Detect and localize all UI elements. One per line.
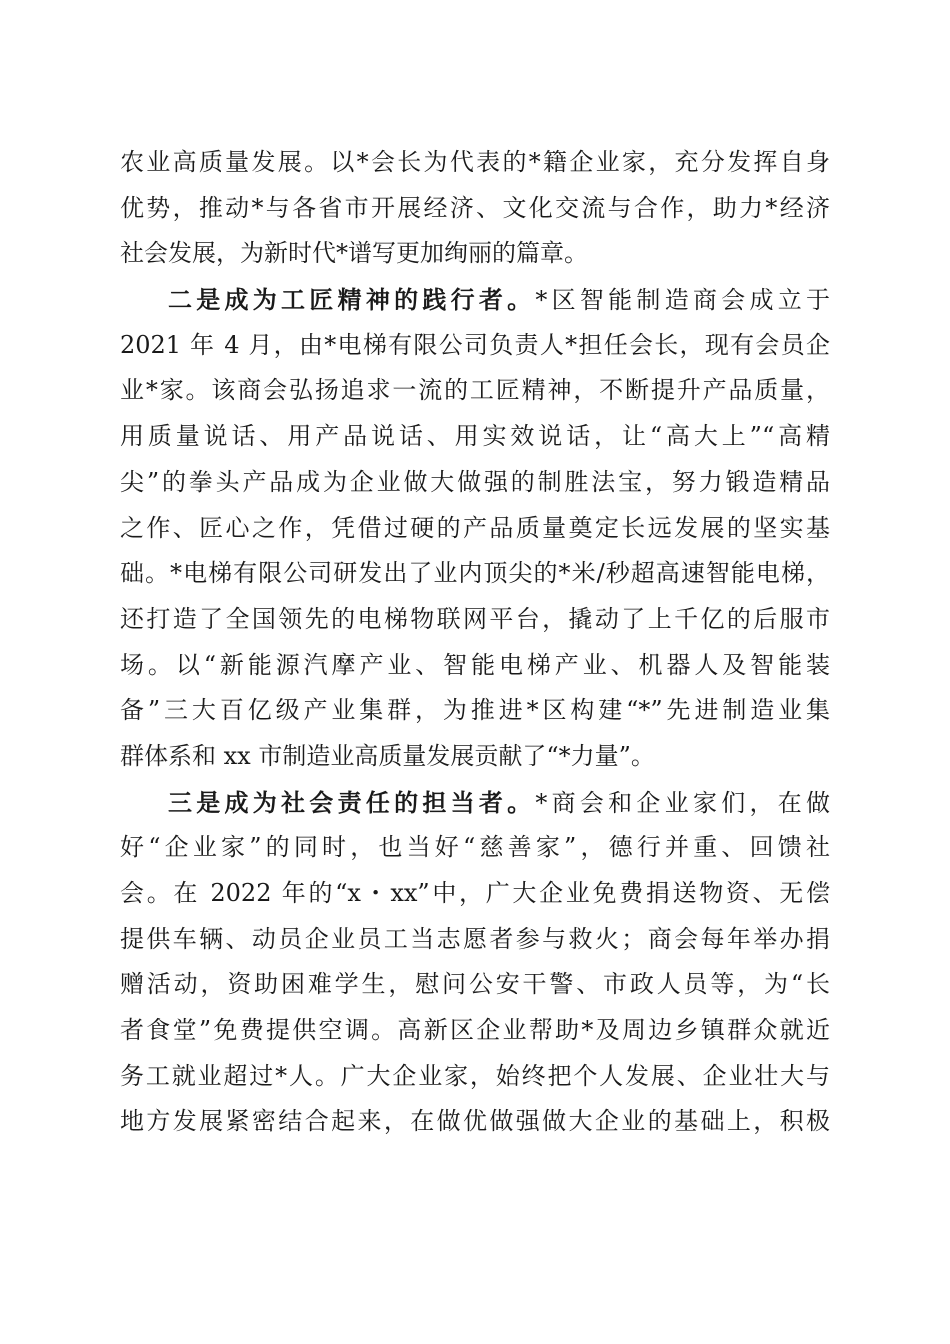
paragraph-3-line-7: 务工就业超过*人。广大企业家，始终把个人发展、企业壮大与 bbox=[120, 1061, 830, 1090]
paragraph-2-heading: 二是成为工匠精神的践行者。 bbox=[168, 285, 536, 315]
paragraph-3-line-6: 者食堂”免费提供空调。高新区企业帮助*及周边乡镇群众就近 bbox=[120, 1016, 830, 1045]
paragraph-1-line-3: 社会发展，为新时代*谱写更加绚丽的篇章。 bbox=[120, 239, 588, 268]
paragraph-3-line-3: 会。在 2022 年的“x・xx”中，广大企业免费捐送物资、无偿 bbox=[120, 879, 830, 907]
paragraph-1-line-1: 农业高质量发展。以*会长为代表的*籍企业家，充分发挥自身 bbox=[120, 148, 830, 176]
paragraph-2-line-8: 还打造了全国领先的电梯物联网平台，撬动了上千亿的后服市 bbox=[120, 604, 830, 633]
paragraph-2-line-10: 备”三大百亿级产业集群，为推进*区构建“*”先进制造业集 bbox=[120, 696, 830, 725]
paragraph-2-line-1-text: *区智能制造商会成立于 bbox=[535, 286, 830, 315]
paragraph-2-line-3: 业*家。该商会弘扬追求一流的工匠精神，不断提升产品质量， bbox=[120, 376, 830, 405]
paragraph-3-heading: 三是成为社会责任的担当者。 bbox=[168, 787, 536, 817]
paragraph-2-line-9: 场。以“新能源汽摩产业、智能电梯产业、机器人及智能装 bbox=[120, 650, 830, 679]
paragraph-2-line-2: 2021 年 4 月，由*电梯有限公司负责人*担任会长，现有会员企 bbox=[120, 330, 830, 359]
paragraph-2-line-11: 群体系和 xx 市制造业高质量发展贡献了“*力量”。 bbox=[120, 741, 655, 770]
paragraph-2-line-5: 尖”的拳头产品成为企业做大做强的制胜法宝，努力锻造精品 bbox=[120, 467, 830, 496]
paragraph-2-line-7: 础。*电梯有限公司研发出了业内顶尖的*米/秒超高速智能电梯， bbox=[120, 559, 830, 588]
paragraph-3-line-8: 地方发展紧密结合起来，在做优做强做大企业的基础上，积极 bbox=[120, 1107, 830, 1136]
paragraph-3-line-4: 提供车辆、动员企业员工当志愿者参与救火；商会每年举办捐 bbox=[120, 924, 830, 953]
paragraph-3-line-5: 赠活动，资助困难学生，慰问公安干警、市政人员等，为“长 bbox=[120, 970, 830, 999]
paragraph-3-line-1 bbox=[120, 780, 830, 826]
paragraph-1-line-2: 优势，推动*与各省市开展经济、文化交流与合作，助力*经济 bbox=[120, 193, 830, 222]
paragraph-2-line-1 bbox=[120, 277, 830, 323]
paragraph-2-line-6: 之作、匠心之作，凭借过硬的产品质量奠定长远发展的坚实基 bbox=[120, 513, 830, 542]
document-body bbox=[120, 140, 830, 1145]
paragraph-3-line-2: 好“企业家”的同时，也当好“慈善家”，德行并重、回馈社 bbox=[120, 833, 830, 862]
paragraph-2-line-4: 用质量说话、用产品说话、用实效说话，让“高大上”“高精 bbox=[120, 422, 830, 451]
paragraph-3-line-1-text: *商会和企业家们，在做 bbox=[535, 788, 830, 817]
